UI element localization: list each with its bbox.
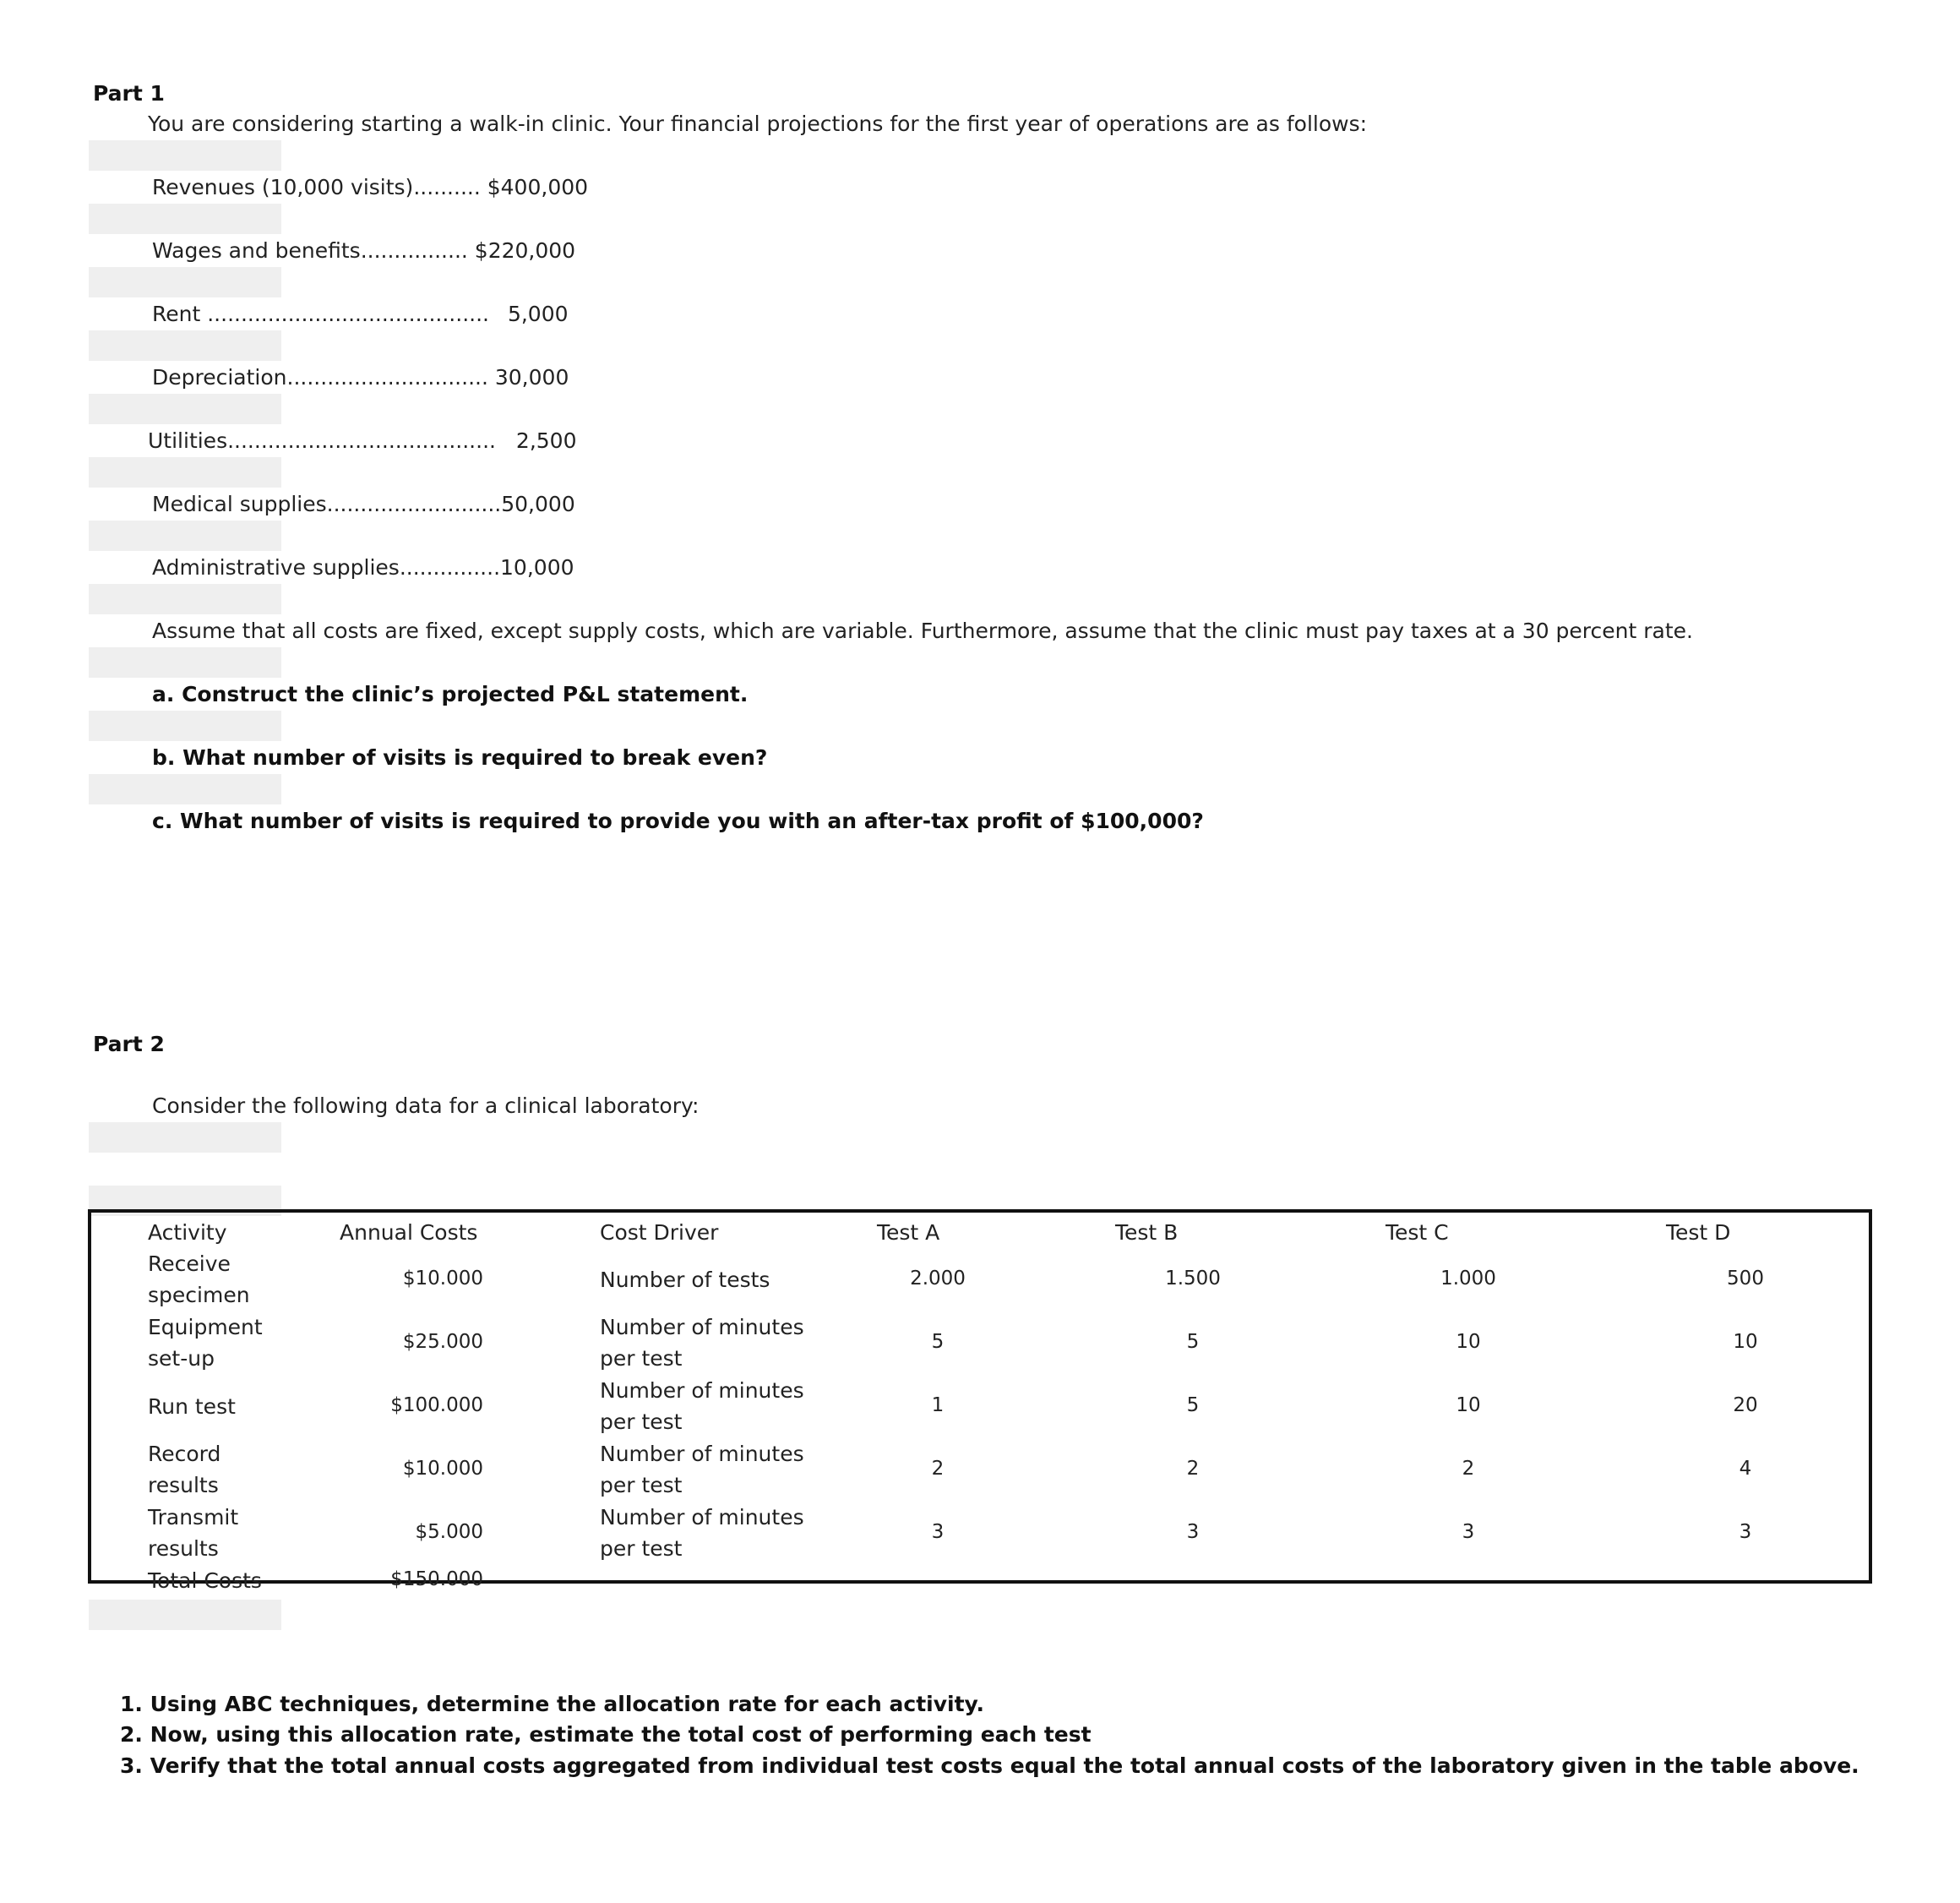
gray-strip (89, 140, 281, 171)
table-header-cost-driver: Cost Driver (600, 1220, 719, 1245)
projection-value: 2,500 (515, 428, 577, 453)
gray-strip (89, 1600, 281, 1630)
activity-line: Transmit (148, 1505, 239, 1529)
test-d-cell: 20 (1733, 1394, 1758, 1416)
table-header-test-a: Test A (877, 1220, 940, 1245)
part1-question-a: a. Construct the clinic’s projected P&L statement. (152, 682, 749, 706)
annual-cost-cell: $10.000 (402, 1458, 483, 1480)
table-header-activity: Activity (148, 1220, 227, 1245)
test-c-cell: 3 (1462, 1521, 1475, 1543)
projection-item (148, 428, 577, 453)
activity-line: Record (148, 1442, 221, 1466)
projection-label: Rent .......................................... (152, 302, 489, 326)
cost-driver-line: Number of tests (600, 1268, 770, 1292)
table-header-test-c: Test C (1386, 1220, 1449, 1245)
activity-line: Receive (148, 1251, 231, 1276)
activity-line: specimen (148, 1283, 250, 1307)
test-d-cell: 500 (1727, 1268, 1764, 1290)
cost-driver-cell (600, 1438, 804, 1501)
activity-cell (148, 1438, 220, 1501)
annual-cost-cell: $5.000 (415, 1521, 483, 1543)
projection-label: Revenues (10,000 visits).......... (152, 175, 481, 199)
test-a-cell: 2.000 (910, 1268, 966, 1290)
test-d-cell: 4 (1739, 1458, 1752, 1480)
part2-question-3: 3. Verify that the total annual costs aggregated from individual test costs equal the total annual costs of the laboratory given in the table above. (120, 1753, 1859, 1778)
cost-driver-line: Number of minutes (600, 1442, 804, 1466)
gray-strip (89, 1122, 281, 1153)
projection-label: Utilities........................................ (148, 428, 496, 453)
cost-driver-line: per test (600, 1410, 683, 1434)
projection-value: 5,000 (507, 302, 569, 326)
test-b-cell: 5 (1186, 1331, 1200, 1353)
cost-table (88, 1209, 1872, 1584)
projection-value: 30,000 (494, 365, 569, 390)
cost-driver-line: Number of minutes (600, 1378, 804, 1403)
total-label: Total Costs (148, 1568, 262, 1593)
part2-question-1: 1. Using ABC techniques, determine the allocation rate for each activity. (120, 1692, 985, 1716)
projection-item (152, 365, 569, 390)
gray-strip (89, 394, 281, 424)
projection-label: Administrative supplies............... (152, 555, 501, 580)
projection-item (152, 302, 569, 326)
part2-intro: Consider the following data for a clinical laboratory: (152, 1093, 700, 1118)
projection-label: Medical supplies.......................... (152, 492, 502, 516)
cost-driver-line: Number of minutes (600, 1505, 804, 1529)
test-a-cell: 1 (931, 1394, 945, 1416)
cost-driver-cell (600, 1264, 770, 1295)
gray-strip (89, 204, 281, 234)
activity-cell (148, 1311, 263, 1374)
part1-question-b: b. What number of visits is required to break even? (152, 745, 768, 770)
test-a-cell: 3 (931, 1521, 945, 1543)
projection-label: Depreciation.............................. (152, 365, 488, 390)
annual-cost-cell: $25.000 (402, 1331, 483, 1353)
part1-intro: You are considering starting a walk-in clinic. Your financial projections for the first year of operations are as follows: (148, 112, 1368, 136)
projection-item (152, 555, 574, 580)
annual-cost-cell: $10.000 (402, 1268, 483, 1290)
annual-cost-cell: $100.000 (390, 1394, 483, 1416)
table-header-test-d: Test D (1666, 1220, 1731, 1245)
projection-item (152, 175, 588, 199)
activity-line: Run test (148, 1394, 236, 1419)
gray-strip (89, 584, 281, 614)
gray-strip (89, 267, 281, 297)
test-a-cell: 5 (931, 1331, 945, 1353)
test-d-cell: 3 (1739, 1521, 1752, 1543)
gray-strip (89, 457, 281, 488)
test-c-cell: 2 (1462, 1458, 1475, 1480)
activity-line: Equipment (148, 1315, 263, 1339)
gray-strip (89, 647, 281, 678)
projection-value: $220,000 (474, 238, 576, 263)
projection-value: 10,000 (500, 555, 574, 580)
cost-driver-cell (600, 1375, 804, 1437)
test-b-cell: 5 (1186, 1394, 1200, 1416)
cost-driver-line: per test (600, 1536, 683, 1561)
projection-item (152, 238, 575, 263)
cost-driver-line: Number of minutes (600, 1315, 804, 1339)
table-header-test-b: Test B (1115, 1220, 1179, 1245)
cost-driver-cell (600, 1502, 804, 1564)
activity-cell (148, 1248, 250, 1311)
projection-label: Wages and benefits................ (152, 238, 468, 263)
test-c-cell: 1.000 (1440, 1268, 1496, 1290)
activity-line: results (148, 1473, 219, 1497)
projection-value: $400,000 (487, 175, 589, 199)
test-b-cell: 2 (1186, 1458, 1200, 1480)
part1-assumption: Assume that all costs are fixed, except supply costs, which are variable. Furthermore, assume that the clinic must pay taxes at a 30 percent rate. (152, 619, 1693, 643)
part1-heading: Part 1 (93, 81, 165, 106)
projection-item (152, 492, 575, 516)
part2-heading: Part 2 (93, 1032, 165, 1056)
part2-question-2: 2. Now, using this allocation rate, estimate the total cost of performing each test (120, 1722, 1092, 1747)
activity-line: set-up (148, 1346, 215, 1371)
cost-driver-cell (600, 1311, 804, 1374)
activity-cell (148, 1391, 236, 1422)
test-b-cell: 3 (1186, 1521, 1200, 1543)
test-a-cell: 2 (931, 1458, 945, 1480)
test-c-cell: 10 (1456, 1331, 1481, 1353)
total-value: $150.000 (390, 1568, 483, 1590)
test-c-cell: 10 (1456, 1394, 1481, 1416)
gray-strip (89, 774, 281, 804)
test-b-cell: 1.500 (1165, 1268, 1221, 1290)
projection-value: 50,000 (501, 492, 575, 516)
table-header-annual-costs: Annual Costs (340, 1220, 478, 1245)
part1-question-c: c. What number of visits is required to provide you with an after-tax profit of $100,000? (152, 809, 1204, 833)
gray-strip (89, 711, 281, 741)
test-d-cell: 10 (1733, 1331, 1758, 1353)
activity-cell (148, 1502, 238, 1564)
gray-strip (89, 330, 281, 361)
cost-driver-line: per test (600, 1473, 683, 1497)
activity-line: results (148, 1536, 219, 1561)
cost-driver-line: per test (600, 1346, 683, 1371)
gray-strip (89, 521, 281, 551)
